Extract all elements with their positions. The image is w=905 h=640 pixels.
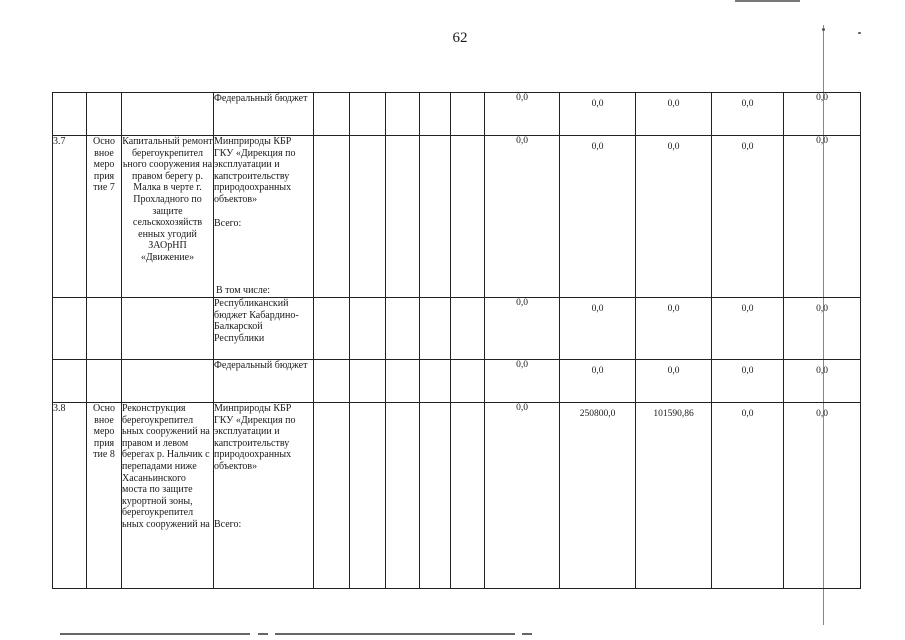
page-number: 62 [452,30,468,46]
value-cell: 0,0 [784,93,861,136]
value-cell: 0,0 [485,403,560,589]
row-name [122,298,214,360]
value-cell: 0,0 [712,136,784,298]
value-cell: 0,0 [784,136,861,298]
value-cell: 0,0 [485,136,560,298]
table-row [53,403,861,589]
scan-top-mark [735,0,800,2]
funding-source [214,136,314,298]
scan-bottom-mark [275,633,515,635]
row-name: Реконструкция берегоукрепител ьных сооружений на правом и левом берегах р. Нальчик с перепадами ниже Хасаньинского моста по защите курортной зоны, берегоукрепител ьных сооружений на [122,403,214,589]
value-cell: 0,0 [784,298,861,360]
row-number: 3.8 [53,403,87,589]
table-row [53,360,861,403]
value-cell: 0,0 [636,136,712,298]
row-name [122,93,214,136]
value-cell: 0,0 [712,403,784,589]
value-cell: 0,0 [560,136,636,298]
value-cell: 0,0 [485,360,560,403]
row-name: Капитальный ремонт берегоукрепител ьного сооружения на правом берегу р. Малка в черте г. Прохладного по защите сельскохозяйств енных угодий ЗАОрНП «Движение» [122,136,214,298]
row-number [53,93,87,136]
value-cell: 0,0 [712,360,784,403]
row-kind: Осно вное меро прия тие 8 [87,403,122,589]
funding-source: Республиканский бюджет Кабардино-Балкарской Республики [214,298,314,360]
funding-source: Федеральный бюджет [214,360,314,403]
funding-source-text: Минприроды КБР ГКУ «Дирекция по эксплуатации и капстроительству природоохранных объектов» [214,136,296,205]
value-cell: 0,0 [636,360,712,403]
row-kind [87,298,122,360]
scan-bottom-mark [258,633,268,635]
value-cell: 0,0 [784,360,861,403]
table-row [53,136,861,298]
funding-total-label: Всего: [214,518,242,530]
table-row [53,93,861,136]
row-name [122,360,214,403]
row-number [53,360,87,403]
value-cell: 0,0 [712,298,784,360]
scan-speck [858,32,861,34]
value-cell: 0,0 [636,93,712,136]
scan-bottom-mark [60,633,250,635]
table-row [53,298,861,360]
value-cell: 0,0 [485,298,560,360]
row-kind [87,360,122,403]
value-cell: 101590,86 [636,403,712,589]
funding-source-text: Минприроды КБР ГКУ «Дирекция по эксплуатации и капстроительству природоохранных объектов» [214,403,296,472]
row-kind [87,93,122,136]
budget-table [52,92,861,589]
value-cell: 0,0 [784,403,861,589]
funding-source: Федеральный бюджет [214,93,314,136]
row-number: 3.7 [53,136,87,298]
value-cell: 0,0 [636,298,712,360]
funding-including-label: В том числе: [216,285,271,297]
value-cell: 0,0 [560,93,636,136]
scan-speck [822,28,825,31]
row-kind: Осно вное меро прия тие 7 [87,136,122,298]
value-cell: 0,0 [560,360,636,403]
value-cell: 0,0 [485,93,560,136]
funding-total-label: Всего: [214,217,242,229]
value-cell: 0,0 [712,93,784,136]
value-cell: 250800,0 [560,403,636,589]
value-cell: 0,0 [560,298,636,360]
row-number [53,298,87,360]
funding-source [214,403,314,589]
scan-bottom-mark [522,633,532,635]
